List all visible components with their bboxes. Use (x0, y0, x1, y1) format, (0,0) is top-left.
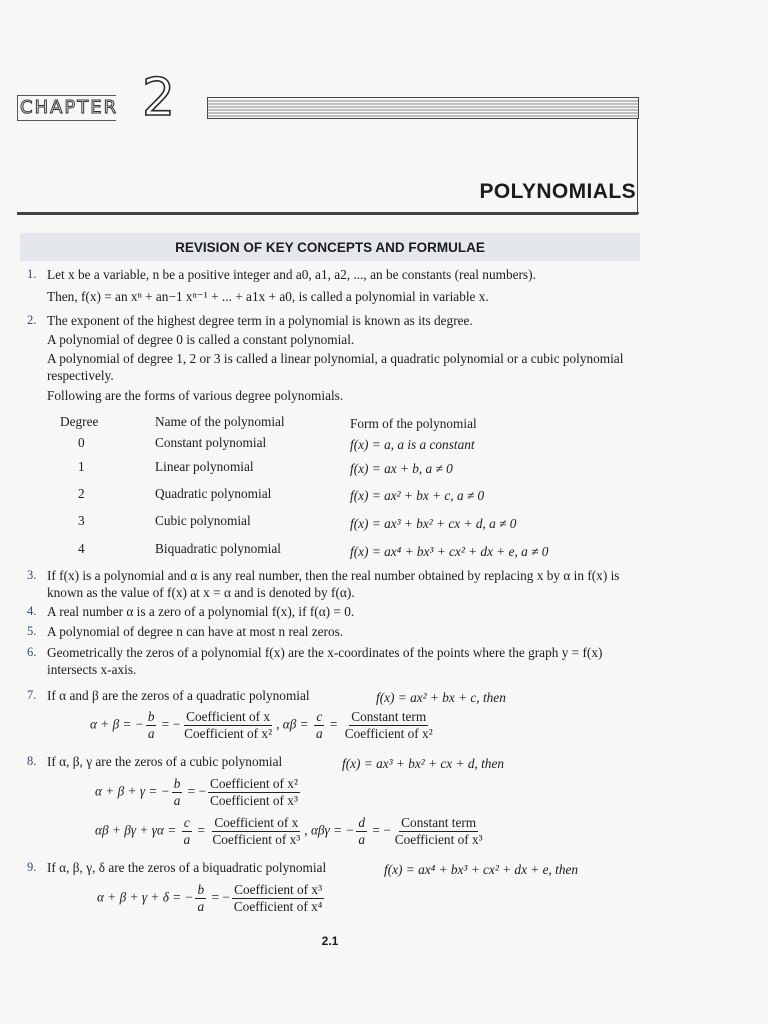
item-7-polynomial: f(x) = ax² + bx + c, then (376, 690, 506, 705)
fraction-numerator: Coefficient of x (186, 709, 271, 724)
item-8-text: If α, β, γ are the zeros of a cubic polynomial (47, 754, 283, 769)
table-cell: Quadratic polynomial (155, 486, 272, 501)
item-number: 6. (27, 645, 37, 659)
page-title: POLYNOMIALS (479, 180, 636, 203)
item-number: 5. (27, 624, 37, 638)
table-cell: f(x) = ax² + bx + c, a ≠ 0 (350, 488, 485, 503)
item-1-line-1: Let x be a variable, n be a positive integer and a0, a1, a2, ..., an be constants (real numbers). (47, 267, 536, 282)
item-number: 3. (27, 568, 37, 582)
item-2-line-4: Following are the forms of various degree polynomials. (47, 388, 344, 403)
table-header: Degree (60, 414, 99, 429)
item-9-text: If α, β, γ, δ are the zeros of a biquadratic polynomial (47, 860, 327, 875)
table-cell: Constant polynomial (155, 435, 267, 450)
fraction-denominator: Coefficient of x² (344, 726, 433, 741)
table-cell: 0 (78, 435, 85, 450)
item-4-text: A real number α is a zero of a polynomial f(x), if f(α) = 0. (47, 604, 355, 619)
table-cell: 1 (78, 459, 85, 474)
section-title: REVISION OF KEY CONCEPTS AND FORMULAE (175, 240, 485, 255)
item-number: 8. (27, 754, 37, 768)
item-number: 2. (27, 313, 37, 327)
item-8-polynomial: f(x) = ax³ + bx² + cx + d, then (342, 756, 505, 771)
item-number: 9. (27, 860, 37, 874)
header-decorative-rules (207, 97, 639, 119)
chapter-number: 2 (142, 68, 176, 128)
fraction-denominator: Coefficient of x³ (212, 832, 301, 847)
fraction-numerator: Coefficient of x (214, 815, 299, 830)
fraction-denominator: Coefficient of x⁴ (233, 899, 323, 914)
table-cell: f(x) = a, a is a constant (350, 437, 475, 452)
item-number: 1. (27, 267, 37, 281)
item-3-text: If f(x) is a polynomial and α is any real number, then the real number obtained by replacing x by α in f(x) is known as the value of f(x) at x = α and is denoted by f(α). (47, 568, 620, 600)
fraction-numerator: Coefficient of x² (210, 776, 298, 791)
table-cell: Linear polynomial (155, 459, 254, 474)
item-number: 4. (27, 604, 37, 618)
item-7-text: If α and β are the zeros of a quadratic polynomial (47, 688, 310, 703)
fraction-numerator: Coefficient of x³ (234, 882, 323, 897)
fraction-denominator: Coefficient of x² (184, 726, 273, 741)
table-cell: Cubic polynomial (155, 513, 251, 528)
fraction-numerator: Constant term (351, 709, 427, 724)
table-header: Name of the polynomial (155, 414, 285, 429)
fraction-numerator: Constant term (401, 815, 477, 830)
table-cell: f(x) = ax³ + bx² + cx + d, a ≠ 0 (350, 516, 517, 531)
table-cell: 4 (78, 541, 85, 556)
table-cell: f(x) = ax⁴ + bx³ + cx² + dx + e, a ≠ 0 (350, 544, 549, 559)
item-9-formula: α + β + γ + δ = − $\frac{b}{a}$ = − Coefficient of x³ Coefficient of x⁴ (97, 882, 323, 914)
page-number: 2.1 (321, 934, 339, 948)
item-6-text: Geometrically the zeros of a polynomial f(x) are the x-coordinates of the points where the graph y = f(x) intersects x-axis. (47, 645, 603, 677)
header-divider (17, 212, 639, 214)
item-8-formula-2: αβ + βγ + γα = $\frac{c}{a}$ = Coefficient of x Coefficient of x³ , αβγ = − $\frac{d}{a}$ = − Constant term Coefficient of x³ (95, 815, 483, 847)
table-cell: f(x) = ax + b, a ≠ 0 (350, 461, 453, 476)
item-7-formula: α + β = − $\frac{b}{a}$ = − Coefficient of x Coefficient of x² , αβ = $\frac{c}{a}$ = Constant term Coefficient of x² (90, 709, 433, 741)
chapter-label: CHAPTER (17, 95, 116, 121)
table-cell: 3 (78, 513, 85, 528)
fraction-denominator: Coefficient of x³ (210, 793, 298, 808)
table-cell: Biquadratic polynomial (155, 541, 281, 556)
item-1-line-2: Then, f(x) = an xⁿ + an−1 xⁿ⁻¹ + ... + a1x + a0, is called a polynomial in variable x. (47, 289, 489, 304)
item-2-line-3: A polynomial of degree 1, 2 or 3 is called a linear polynomial, a quadratic polynomial or a cubic polynomial respectively. (47, 351, 624, 383)
item-9-polynomial: f(x) = ax⁴ + bx³ + cx² + dx + e, then (384, 862, 579, 877)
item-8-formula-1: α + β + γ = − $\frac{b}{a}$ = − Coefficient of x² Coefficient of x³ (95, 776, 298, 808)
table-header: Form of the polynomial (350, 416, 477, 431)
table-cell: 2 (78, 486, 85, 501)
fraction-denominator: Coefficient of x³ (394, 832, 483, 847)
item-5-text: A polynomial of degree n can have at most n real zeros. (47, 624, 344, 639)
item-2-line-1: The exponent of the highest degree term in a polynomial is known as its degree. (47, 313, 473, 328)
item-number: 7. (27, 688, 37, 702)
item-2-line-2: A polynomial of degree 0 is called a constant polynomial. (47, 332, 355, 347)
